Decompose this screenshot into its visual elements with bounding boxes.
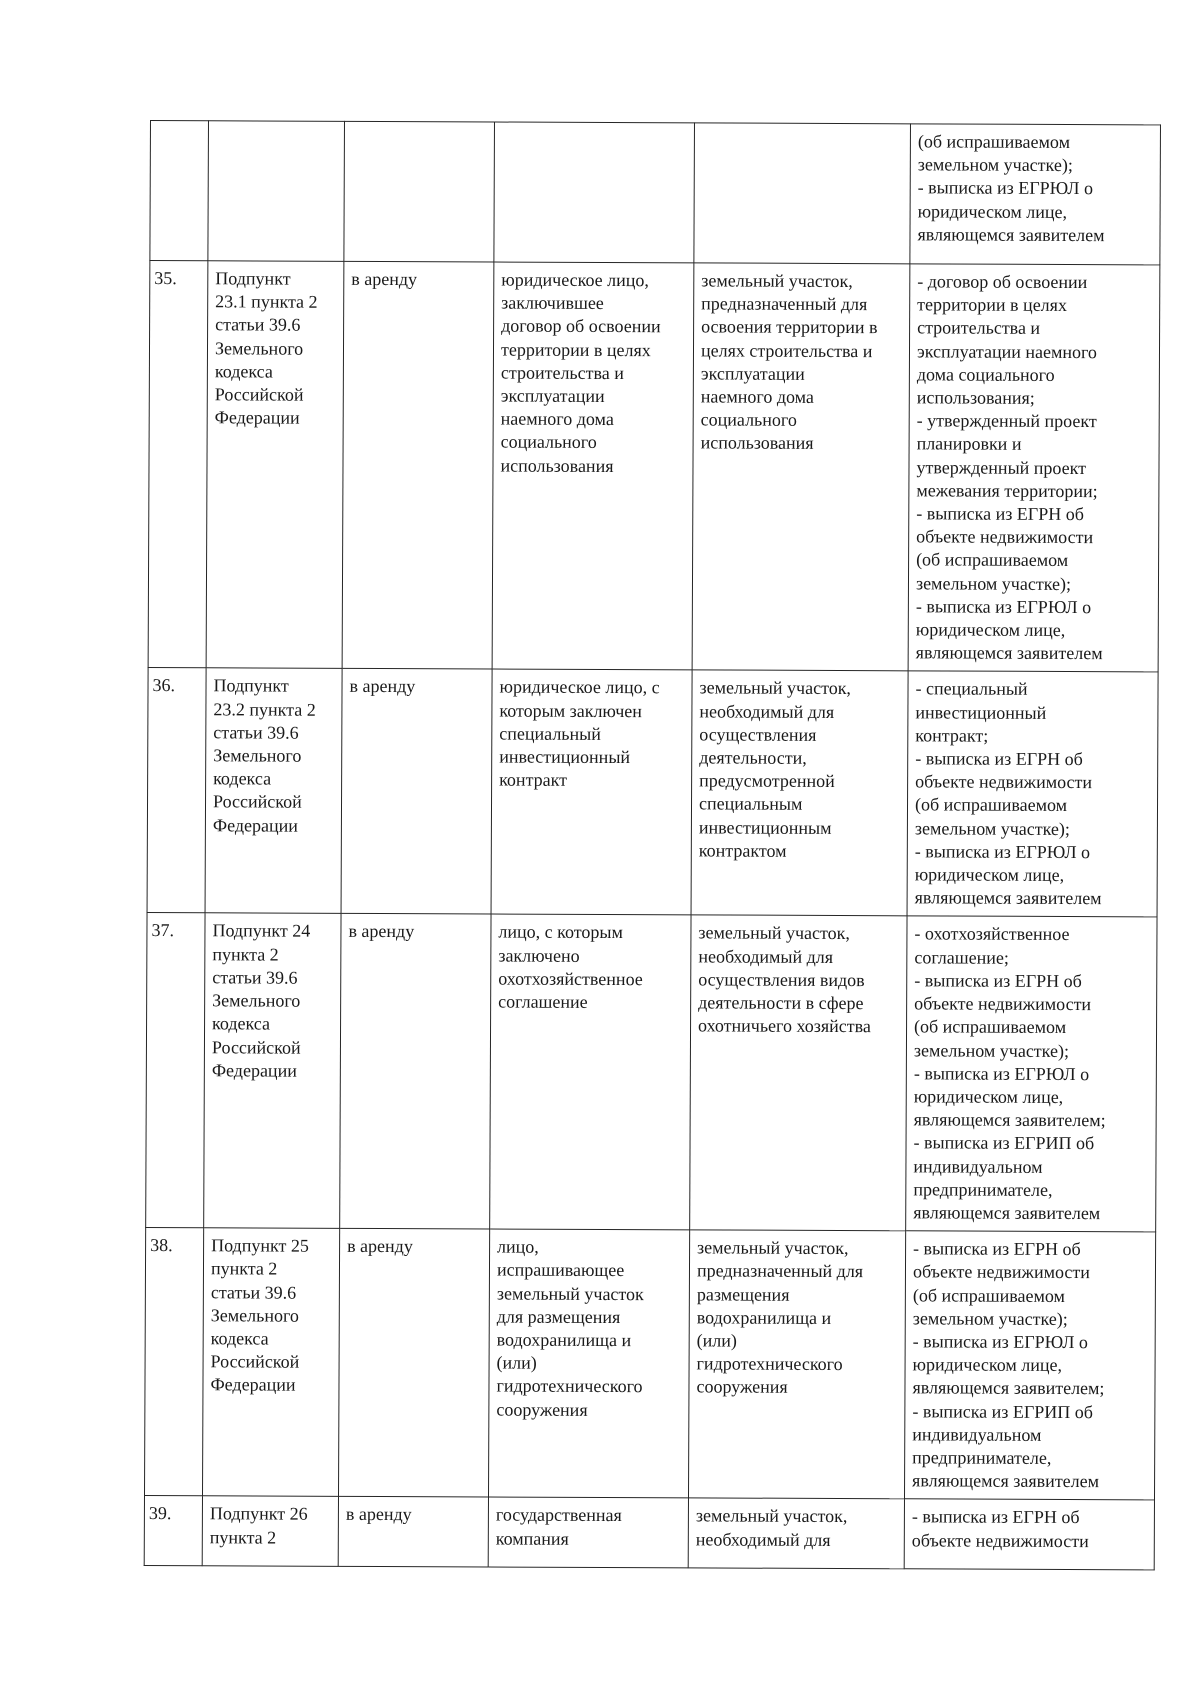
legal-basis-cell [205,668,342,914]
cell-line: статьи 39.6 [212,967,298,988]
cell-line: необходимый для [698,946,834,967]
cell-line: территории в целях [917,294,1068,316]
cell-line: - выписка из ЕГРН об [911,1506,1080,1528]
cell-line: - выписка из ЕГРИП об [912,1400,1094,1422]
cell-line: - выписка из ЕГРЮЛ о [914,841,1091,862]
table-row [147,668,1158,917]
cell-line: территории в целях [500,339,651,360]
cell-line: охотхозяйственное [498,968,643,990]
cell-line: соглашение [498,991,588,1013]
cell-line: (об испрашиваемом [914,794,1068,816]
cell-line: Подпункт [213,675,289,697]
cell-line: - выписка из ЕГРН об [915,748,1083,770]
cell-line: предназначенный для [701,293,868,315]
cell-line: предпринимателе, [912,1447,1052,1468]
cell-line: эксплуатации наемного [916,340,1098,362]
right-type-cell: в аренду [338,1228,489,1497]
cell-line: объекте недвижимости [916,526,1094,548]
cell-line: кодекса [210,1328,269,1349]
applicant-cell [490,914,691,1230]
table-row [144,1228,1155,1501]
table-row [144,1496,1154,1570]
cell-line: статьи 39.6 [210,1281,297,1303]
cell-line: осуществления видов [698,969,865,991]
applicant-cell [492,262,694,670]
cell-line: земельный участок, [701,270,853,292]
cell-line: использования [500,455,614,476]
cell-line: специальным [698,793,803,815]
documents-cell [904,1231,1155,1500]
cell-line: Подпункт [215,268,291,289]
cell-line: использования [700,432,814,454]
cell-line: кодекса [214,361,273,382]
cell-line: испрашивающее [496,1259,625,1281]
cell-line: Земельного [212,990,301,1011]
applicant-cell [488,1497,688,1568]
cell-line: Российской [212,791,302,813]
cell-line: сооружения [696,1376,788,1398]
cell-line: земельном участке); [914,818,1070,839]
cell-line: - охотхозяйственное [914,923,1070,945]
table-body [144,121,1160,1571]
cell-line: юридическом лице, [917,200,1068,222]
cell-line: земельный участок, [695,1505,848,1527]
legal-basis-cell [202,1496,338,1567]
cell-line: Российской [214,384,304,405]
cell-line: являющемся заявителем [912,1470,1100,1492]
applicant-cell [488,1229,689,1498]
cell-line: необходимый для [695,1528,831,1550]
legal-basis-cell [204,913,341,1228]
cell-line: соглашение; [914,947,1009,968]
cell-line: лицо, с которым [498,922,623,943]
cell-line: контрактом [698,840,787,861]
cell-line: кодекса [212,1013,271,1034]
cell-line: планировки и [916,433,1022,455]
cell-line: использования; [916,387,1035,408]
cell-line: земельный участок, [698,922,850,944]
cell-line: статьи 39.6 [215,314,301,336]
row-number-cell: 39. [144,1496,202,1566]
cell-line: деятельности, [699,747,807,768]
land-plot-cell [690,915,907,1231]
cell-line: утвержденный проект [916,456,1087,478]
cell-line: - выписка из ЕГРЮЛ о [912,1331,1089,1353]
cell-line: гидротехнического [696,1353,843,1375]
cell-line: (об испрашиваемом [912,1284,1066,1306]
documents-cell [908,264,1160,673]
cell-line: водохранилища и [696,1307,832,1328]
documents-cell [910,124,1161,265]
cell-line: юридическое лицо, [501,269,649,291]
cell-line: компания [495,1528,569,1549]
cell-line: объекте недвижимости [914,993,1092,1015]
right-type-cell: в аренду [340,914,491,1229]
legal-basis-cell [208,121,345,262]
table-row [148,261,1160,673]
cell-line: - выписка из ЕГРН об [914,970,1082,991]
documents-cell [907,671,1158,917]
applicant-cell [494,122,695,263]
land-plot-cell [691,670,908,916]
cell-line: охотничьего хозяйства [698,1015,871,1037]
right-type-cell: в аренду [338,1497,488,1568]
cell-line: Земельного [214,337,304,359]
cell-line: земельном участке); [913,1039,1070,1061]
cell-line: заключено [498,945,580,966]
cell-line: - выписка из ЕГРН об [916,503,1084,525]
cell-line: юридическом лице, [913,1086,1064,1107]
cell-line: деятельности в сфере [698,992,864,1014]
cell-line: 23.1 пункта 2 [215,291,318,312]
row-number-cell [150,121,209,261]
cell-line: Земельного [210,1305,299,1326]
cell-line: эксплуатации [500,385,605,407]
cell-line: являющемся заявителем [913,1202,1101,1224]
cell-line: - выписка из ЕГРЮЛ о [913,1063,1090,1084]
cell-line: наемного дома [500,408,614,430]
cell-line: юридическое лицо, с [499,676,660,698]
cell-line: земельном участке); [917,154,1073,176]
cell-line: строительства и [500,362,624,383]
row-number-cell: 36. [147,668,206,913]
cell-line: освоения территории в [701,316,878,338]
table-row [150,121,1161,265]
cell-line: Федерации [212,814,298,836]
row-number-cell: 37. [146,913,205,1228]
cell-line: социального [500,431,597,453]
cell-line: договор об освоении [501,315,661,337]
cell-line: контракт; [915,725,989,746]
cell-line: являющемся заявителем; [913,1109,1106,1131]
land-plot-cell [694,123,911,264]
cell-line: юридическом лице, [914,864,1065,886]
cell-line: - выписка из ЕГРИП об [913,1132,1095,1154]
cell-line: земельный участок, [697,1237,849,1259]
cell-line: социального [700,409,797,431]
cell-line: индивидуальном [913,1155,1043,1177]
cell-line: Земельного [213,745,302,766]
cell-line: контракт [499,769,568,791]
cell-line: - выписка из ЕГРН об [913,1238,1081,1260]
cell-line: являющемся заявителем; [912,1377,1105,1399]
documents-cell [906,916,1157,1232]
cell-line: межевания территории; [916,480,1098,501]
cell-line: - договор об освоении [917,271,1088,293]
right-type-cell: в аренду [341,669,492,915]
cell-line: Российской [211,1036,301,1058]
cell-line: гидротехнического [496,1375,643,1397]
cell-line: Федерации [211,1059,297,1081]
land-grounds-table [144,120,1161,1571]
right-type-cell: в аренду [342,261,494,669]
cell-line: земельном участке); [915,572,1072,594]
cell-line: - выписка из ЕГРЮЛ о [915,596,1092,617]
cell-line: необходимый для [699,701,835,722]
cell-line: инвестиционный [915,702,1047,723]
cell-line: Российской [210,1351,300,1372]
cell-line: (об испрашиваемом [916,549,1069,571]
cell-line: государственная [495,1504,622,1526]
cell-line: земельный участок, [699,677,852,699]
cell-line: предусмотренной [699,770,835,792]
cell-line: Подпункт 24 [212,920,311,942]
legal-basis-cell [202,1228,339,1497]
cell-line: являющемся заявителем [914,887,1102,909]
cell-line: (об испрашиваемом [917,131,1071,153]
cell-line: строительства и [917,317,1041,339]
cell-line: осуществления [699,724,817,745]
cell-line: индивидуальном [912,1424,1042,1445]
cell-line: земельный участок [496,1283,644,1304]
cell-line: которым заключен [499,700,642,721]
cell-line: пункта 2 [210,1258,278,1279]
cell-line: инвестиционным [698,817,832,838]
cell-line: объекте недвижимости [911,1529,1089,1551]
cell-line: предпринимателе, [913,1179,1053,1200]
cell-line: пункта 2 [212,943,279,965]
cell-line: - выписка из ЕГРЮЛ о [917,177,1094,199]
cell-line: наемного дома [700,386,814,407]
cell-line: статьи 39.6 [213,722,299,743]
row-number-cell: 35. [148,261,208,669]
legal-basis-cell [206,261,344,669]
cell-line: (или) [496,1352,537,1373]
cell-line: юридическом лице, [915,619,1066,641]
cell-line: целях строительства и [700,340,873,361]
cell-line: эксплуатации [700,363,805,384]
cell-line: предназначенный для [696,1260,864,1282]
cell-line: Федерации [210,1374,296,1395]
documents-cell [904,1499,1154,1570]
cell-line: - специальный [915,678,1028,700]
land-plot-cell [692,263,910,671]
cell-line: сооружения [496,1399,588,1420]
cell-line: (об испрашиваемом [914,1016,1067,1038]
table-row [146,913,1157,1232]
land-plot-cell [688,1230,905,1499]
cell-line: Федерации [214,407,300,428]
document-page [144,120,1160,1571]
cell-line: кодекса [213,768,272,789]
cell-line: заключившее [501,292,604,314]
cell-line: юридическом лице, [912,1354,1063,1376]
cell-line: инвестиционный [499,746,631,768]
cell-line: являющемся заявителем [915,642,1103,664]
cell-line: специальный [499,723,601,744]
cell-line: земельном участке); [912,1308,1068,1329]
cell-line: объекте недвижимости [915,771,1093,793]
cell-line: Подпункт 26 [209,1503,308,1525]
cell-line: дома социального [916,364,1055,385]
land-plot-cell [688,1498,904,1569]
cell-line: 23.2 пункта 2 [213,698,316,720]
cell-line: пункта 2 [209,1526,277,1548]
cell-line: являющемся заявителем [917,224,1105,245]
cell-line: Подпункт 25 [211,1235,309,1256]
cell-line: - утвержденный проект [916,410,1097,432]
cell-line: (или) [696,1330,737,1351]
right-type-cell [344,121,495,262]
applicant-cell [491,669,692,915]
row-number-cell: 38. [144,1228,203,1496]
cell-line: лицо, [497,1236,539,1257]
cell-line: для размещения [496,1306,621,1327]
cell-line: водохранилища и [496,1329,632,1351]
cell-line: объекте недвижимости [912,1261,1090,1283]
cell-line: размещения [696,1283,790,1305]
